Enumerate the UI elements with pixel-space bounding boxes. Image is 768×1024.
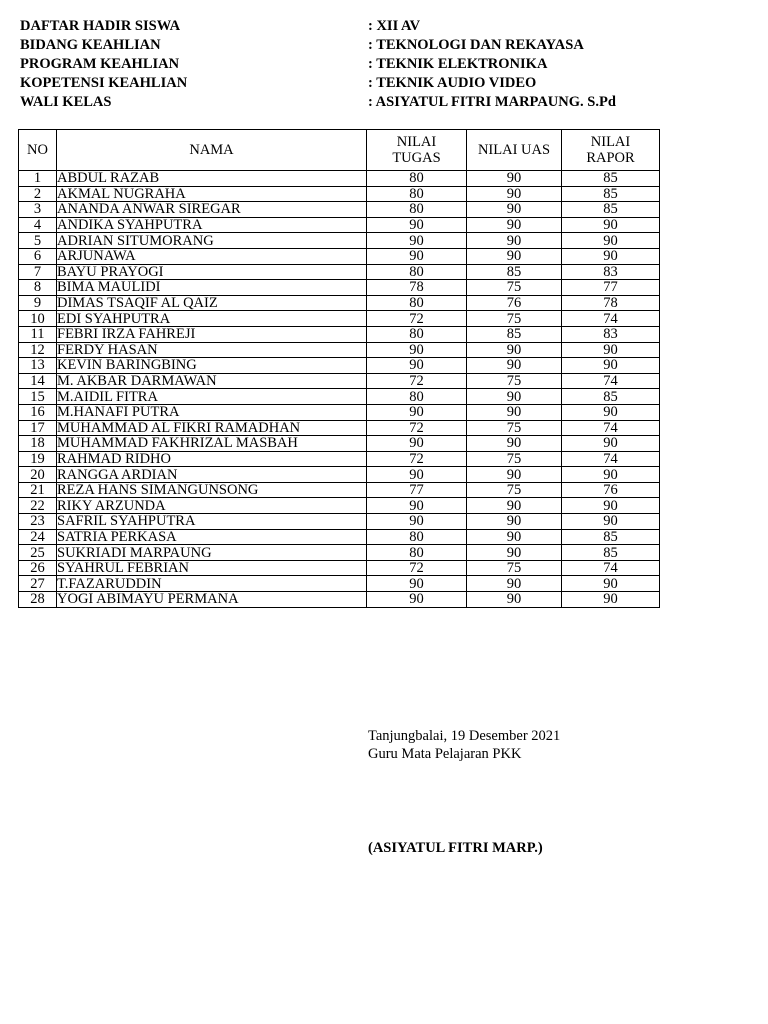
cell-nilai-rapor: 74 bbox=[562, 560, 660, 576]
cell-nilai-uas: 90 bbox=[467, 529, 562, 545]
table-row bbox=[19, 545, 660, 561]
table-row bbox=[19, 451, 660, 467]
cell-nilai-uas: 75 bbox=[467, 373, 562, 389]
cell-nilai-rapor: 85 bbox=[562, 389, 660, 405]
table-row bbox=[19, 202, 660, 218]
cell-nilai-rapor: 90 bbox=[562, 342, 660, 358]
cell-nilai-rapor: 90 bbox=[562, 576, 660, 592]
cell-nilai-rapor: 90 bbox=[562, 248, 660, 264]
table-row bbox=[19, 326, 660, 342]
col-header-nilai-tugas-line2: TUGAS bbox=[392, 150, 441, 166]
cell-no: 13 bbox=[19, 358, 57, 374]
cell-nilai-rapor: 90 bbox=[562, 592, 660, 608]
table-row bbox=[19, 311, 660, 327]
cell-nama: M.AIDIL FITRA bbox=[57, 389, 367, 405]
cell-no: 21 bbox=[19, 482, 57, 498]
cell-no: 1 bbox=[19, 171, 57, 187]
cell-nilai-tugas: 90 bbox=[367, 467, 467, 483]
cell-nilai-tugas: 90 bbox=[367, 592, 467, 608]
cell-nama: RIKY ARZUNDA bbox=[57, 498, 367, 514]
cell-nilai-tugas: 77 bbox=[367, 482, 467, 498]
cell-nilai-tugas: 80 bbox=[367, 326, 467, 342]
cell-no: 22 bbox=[19, 498, 57, 514]
cell-nama: ARJUNAWA bbox=[57, 248, 367, 264]
cell-nilai-uas: 76 bbox=[467, 295, 562, 311]
cell-nama: SAFRIL SYAHPUTRA bbox=[57, 514, 367, 530]
cell-nama: M.HANAFI PUTRA bbox=[57, 404, 367, 420]
cell-nama: YOGI ABIMAYU PERMANA bbox=[57, 592, 367, 608]
table-row bbox=[19, 280, 660, 296]
cell-nama: SYAHRUL FEBRIAN bbox=[57, 560, 367, 576]
cell-nilai-uas: 75 bbox=[467, 280, 562, 296]
col-header-nama: NAMA bbox=[57, 130, 367, 171]
table-row bbox=[19, 186, 660, 202]
header-label: BIDANG KEAHLIAN bbox=[20, 37, 161, 53]
table-row bbox=[19, 233, 660, 249]
header-value: : TEKNIK ELEKTRONIKA bbox=[368, 56, 548, 72]
cell-nilai-rapor: 76 bbox=[562, 482, 660, 498]
cell-nama: T.FAZARUDDIN bbox=[57, 576, 367, 592]
table-row bbox=[19, 498, 660, 514]
cell-nilai-uas: 90 bbox=[467, 545, 562, 561]
cell-nilai-rapor: 90 bbox=[562, 514, 660, 530]
table-row bbox=[19, 467, 660, 483]
cell-nilai-uas: 90 bbox=[467, 514, 562, 530]
cell-no: 17 bbox=[19, 420, 57, 436]
header-row bbox=[20, 74, 740, 93]
header-value: : XII AV bbox=[368, 18, 421, 34]
cell-nilai-rapor: 90 bbox=[562, 358, 660, 374]
cell-no: 9 bbox=[19, 295, 57, 311]
table-row bbox=[19, 482, 660, 498]
header-label: DAFTAR HADIR SISWA bbox=[20, 18, 181, 34]
cell-nilai-uas: 85 bbox=[467, 326, 562, 342]
cell-nilai-uas: 90 bbox=[467, 389, 562, 405]
cell-nilai-uas: 90 bbox=[467, 592, 562, 608]
col-header-nilai-rapor-line2: RAPOR bbox=[586, 150, 635, 166]
cell-nama: MUHAMMAD AL FIKRI RAMADHAN bbox=[57, 420, 367, 436]
cell-no: 7 bbox=[19, 264, 57, 280]
table-row bbox=[19, 514, 660, 530]
cell-nama: BAYU PRAYOGI bbox=[57, 264, 367, 280]
cell-nilai-uas: 90 bbox=[467, 186, 562, 202]
cell-nilai-tugas: 72 bbox=[367, 311, 467, 327]
cell-nilai-rapor: 74 bbox=[562, 420, 660, 436]
header-label: PROGRAM KEAHLIAN bbox=[20, 56, 180, 72]
cell-nilai-uas: 90 bbox=[467, 404, 562, 420]
cell-nama: RAHMAD RIDHO bbox=[57, 451, 367, 467]
cell-no: 24 bbox=[19, 529, 57, 545]
table-row bbox=[19, 529, 660, 545]
cell-nama: FERDY HASAN bbox=[57, 342, 367, 358]
cell-nama: AKMAL NUGRAHA bbox=[57, 186, 367, 202]
cell-nilai-rapor: 74 bbox=[562, 311, 660, 327]
cell-no: 25 bbox=[19, 545, 57, 561]
cell-nilai-uas: 90 bbox=[467, 342, 562, 358]
cell-nilai-rapor: 90 bbox=[562, 436, 660, 452]
cell-no: 3 bbox=[19, 202, 57, 218]
cell-no: 20 bbox=[19, 467, 57, 483]
cell-nilai-tugas: 90 bbox=[367, 436, 467, 452]
cell-nama: KEVIN BARINGBING bbox=[57, 358, 367, 374]
cell-no: 10 bbox=[19, 311, 57, 327]
cell-nilai-tugas: 90 bbox=[367, 576, 467, 592]
table-row bbox=[19, 295, 660, 311]
cell-nilai-rapor: 83 bbox=[562, 264, 660, 280]
cell-nilai-uas: 90 bbox=[467, 171, 562, 187]
attendance-table bbox=[18, 129, 660, 608]
cell-no: 2 bbox=[19, 186, 57, 202]
table-row bbox=[19, 342, 660, 358]
table-row bbox=[19, 248, 660, 264]
header-row bbox=[20, 17, 740, 36]
cell-nilai-rapor: 90 bbox=[562, 498, 660, 514]
cell-nilai-tugas: 90 bbox=[367, 514, 467, 530]
cell-nilai-rapor: 83 bbox=[562, 326, 660, 342]
col-header-nilai-rapor-line1: NILAI bbox=[590, 134, 631, 150]
cell-no: 27 bbox=[19, 576, 57, 592]
col-header-no: NO bbox=[19, 130, 57, 171]
header-value: : TEKNIK AUDIO VIDEO bbox=[368, 75, 537, 91]
cell-no: 23 bbox=[19, 514, 57, 530]
cell-nilai-rapor: 90 bbox=[562, 217, 660, 233]
cell-nama: REZA HANS SIMANGUNSONG bbox=[57, 482, 367, 498]
cell-no: 26 bbox=[19, 560, 57, 576]
cell-no: 8 bbox=[19, 280, 57, 296]
cell-no: 6 bbox=[19, 248, 57, 264]
cell-nilai-tugas: 72 bbox=[367, 451, 467, 467]
table-row bbox=[19, 404, 660, 420]
document-header bbox=[20, 17, 740, 112]
cell-nilai-tugas: 80 bbox=[367, 171, 467, 187]
cell-nilai-rapor: 90 bbox=[562, 233, 660, 249]
table-row bbox=[19, 373, 660, 389]
cell-no: 14 bbox=[19, 373, 57, 389]
header-row bbox=[20, 36, 740, 55]
cell-nilai-tugas: 72 bbox=[367, 560, 467, 576]
header-label: WALI KELAS bbox=[20, 94, 112, 110]
cell-nilai-uas: 90 bbox=[467, 233, 562, 249]
cell-nama: ANDIKA SYAHPUTRA bbox=[57, 217, 367, 233]
cell-nilai-rapor: 85 bbox=[562, 529, 660, 545]
header-row bbox=[20, 55, 740, 74]
cell-nilai-uas: 90 bbox=[467, 467, 562, 483]
cell-no: 18 bbox=[19, 436, 57, 452]
table-row bbox=[19, 592, 660, 608]
cell-nilai-tugas: 90 bbox=[367, 233, 467, 249]
cell-nilai-uas: 75 bbox=[467, 311, 562, 327]
cell-nilai-rapor: 90 bbox=[562, 404, 660, 420]
cell-nama: DIMAS TSAQIF AL QAIZ bbox=[57, 295, 367, 311]
cell-nilai-tugas: 80 bbox=[367, 389, 467, 405]
table-row bbox=[19, 217, 660, 233]
cell-nilai-rapor: 74 bbox=[562, 451, 660, 467]
table-row bbox=[19, 420, 660, 436]
cell-nilai-tugas: 80 bbox=[367, 202, 467, 218]
cell-nilai-uas: 90 bbox=[467, 576, 562, 592]
cell-nama: MUHAMMAD FAKHRIZAL MASBAH bbox=[57, 436, 367, 452]
table-row bbox=[19, 436, 660, 452]
table-row bbox=[19, 264, 660, 280]
table-row bbox=[19, 576, 660, 592]
cell-nilai-tugas: 80 bbox=[367, 264, 467, 280]
cell-nilai-rapor: 74 bbox=[562, 373, 660, 389]
cell-nilai-uas: 90 bbox=[467, 358, 562, 374]
cell-nilai-tugas: 72 bbox=[367, 373, 467, 389]
col-header-nilai-tugas bbox=[367, 130, 467, 171]
cell-nilai-tugas: 80 bbox=[367, 186, 467, 202]
cell-nilai-rapor: 85 bbox=[562, 186, 660, 202]
table-row bbox=[19, 389, 660, 405]
header-value: : TEKNOLOGI DAN REKAYASA bbox=[368, 37, 584, 53]
cell-no: 11 bbox=[19, 326, 57, 342]
signature-name: (ASIYATUL FITRI MARP.) bbox=[368, 840, 543, 856]
signature-place-date: Tanjungbalai, 19 Desember 2021 bbox=[368, 728, 561, 744]
cell-nama: RANGGA ARDIAN bbox=[57, 467, 367, 483]
cell-nilai-uas: 90 bbox=[467, 217, 562, 233]
cell-no: 19 bbox=[19, 451, 57, 467]
cell-nilai-tugas: 90 bbox=[367, 498, 467, 514]
cell-nilai-rapor: 85 bbox=[562, 171, 660, 187]
cell-nilai-tugas: 90 bbox=[367, 404, 467, 420]
cell-nama: BIMA MAULIDI bbox=[57, 280, 367, 296]
col-header-nilai-uas: NILAI UAS bbox=[467, 130, 562, 171]
cell-nilai-uas: 85 bbox=[467, 264, 562, 280]
cell-nama: EDI SYAHPUTRA bbox=[57, 311, 367, 327]
table-row bbox=[19, 560, 660, 576]
header-row bbox=[20, 93, 740, 112]
cell-nilai-uas: 90 bbox=[467, 498, 562, 514]
header-label: KOPETENSI KEAHLIAN bbox=[20, 75, 188, 91]
cell-nilai-uas: 90 bbox=[467, 436, 562, 452]
cell-nama: SUKRIADI MARPAUNG bbox=[57, 545, 367, 561]
signature-role: Guru Mata Pelajaran PKK bbox=[368, 746, 522, 762]
cell-no: 12 bbox=[19, 342, 57, 358]
cell-nilai-uas: 90 bbox=[467, 202, 562, 218]
cell-nilai-uas: 75 bbox=[467, 482, 562, 498]
cell-nama: SATRIA PERKASA bbox=[57, 529, 367, 545]
cell-nama: ADRIAN SITUMORANG bbox=[57, 233, 367, 249]
col-header-nilai-rapor bbox=[562, 130, 660, 171]
cell-nilai-tugas: 90 bbox=[367, 358, 467, 374]
cell-no: 28 bbox=[19, 592, 57, 608]
table-header-row bbox=[19, 130, 660, 171]
cell-nama: FEBRI IRZA FAHREJI bbox=[57, 326, 367, 342]
cell-nilai-uas: 75 bbox=[467, 560, 562, 576]
table-row bbox=[19, 171, 660, 187]
cell-nilai-tugas: 90 bbox=[367, 248, 467, 264]
cell-nama: ABDUL RAZAB bbox=[57, 171, 367, 187]
cell-nama: ANANDA ANWAR SIREGAR bbox=[57, 202, 367, 218]
cell-nilai-uas: 90 bbox=[467, 248, 562, 264]
cell-nilai-tugas: 72 bbox=[367, 420, 467, 436]
table-row bbox=[19, 358, 660, 374]
cell-nilai-tugas: 78 bbox=[367, 280, 467, 296]
cell-nilai-uas: 75 bbox=[467, 451, 562, 467]
cell-no: 15 bbox=[19, 389, 57, 405]
col-header-nilai-tugas-line1: NILAI bbox=[396, 134, 437, 150]
cell-nilai-tugas: 80 bbox=[367, 295, 467, 311]
cell-nilai-tugas: 80 bbox=[367, 545, 467, 561]
cell-no: 16 bbox=[19, 404, 57, 420]
cell-nilai-uas: 75 bbox=[467, 420, 562, 436]
cell-nilai-tugas: 80 bbox=[367, 529, 467, 545]
cell-nilai-tugas: 90 bbox=[367, 342, 467, 358]
cell-nama: M. AKBAR DARMAWAN bbox=[57, 373, 367, 389]
cell-nilai-rapor: 85 bbox=[562, 545, 660, 561]
cell-no: 4 bbox=[19, 217, 57, 233]
header-value: : ASIYATUL FITRI MARPAUNG. S.Pd bbox=[368, 94, 616, 110]
cell-nilai-rapor: 85 bbox=[562, 202, 660, 218]
cell-nilai-tugas: 90 bbox=[367, 217, 467, 233]
cell-nilai-rapor: 77 bbox=[562, 280, 660, 296]
cell-nilai-rapor: 78 bbox=[562, 295, 660, 311]
cell-nilai-rapor: 90 bbox=[562, 467, 660, 483]
cell-no: 5 bbox=[19, 233, 57, 249]
